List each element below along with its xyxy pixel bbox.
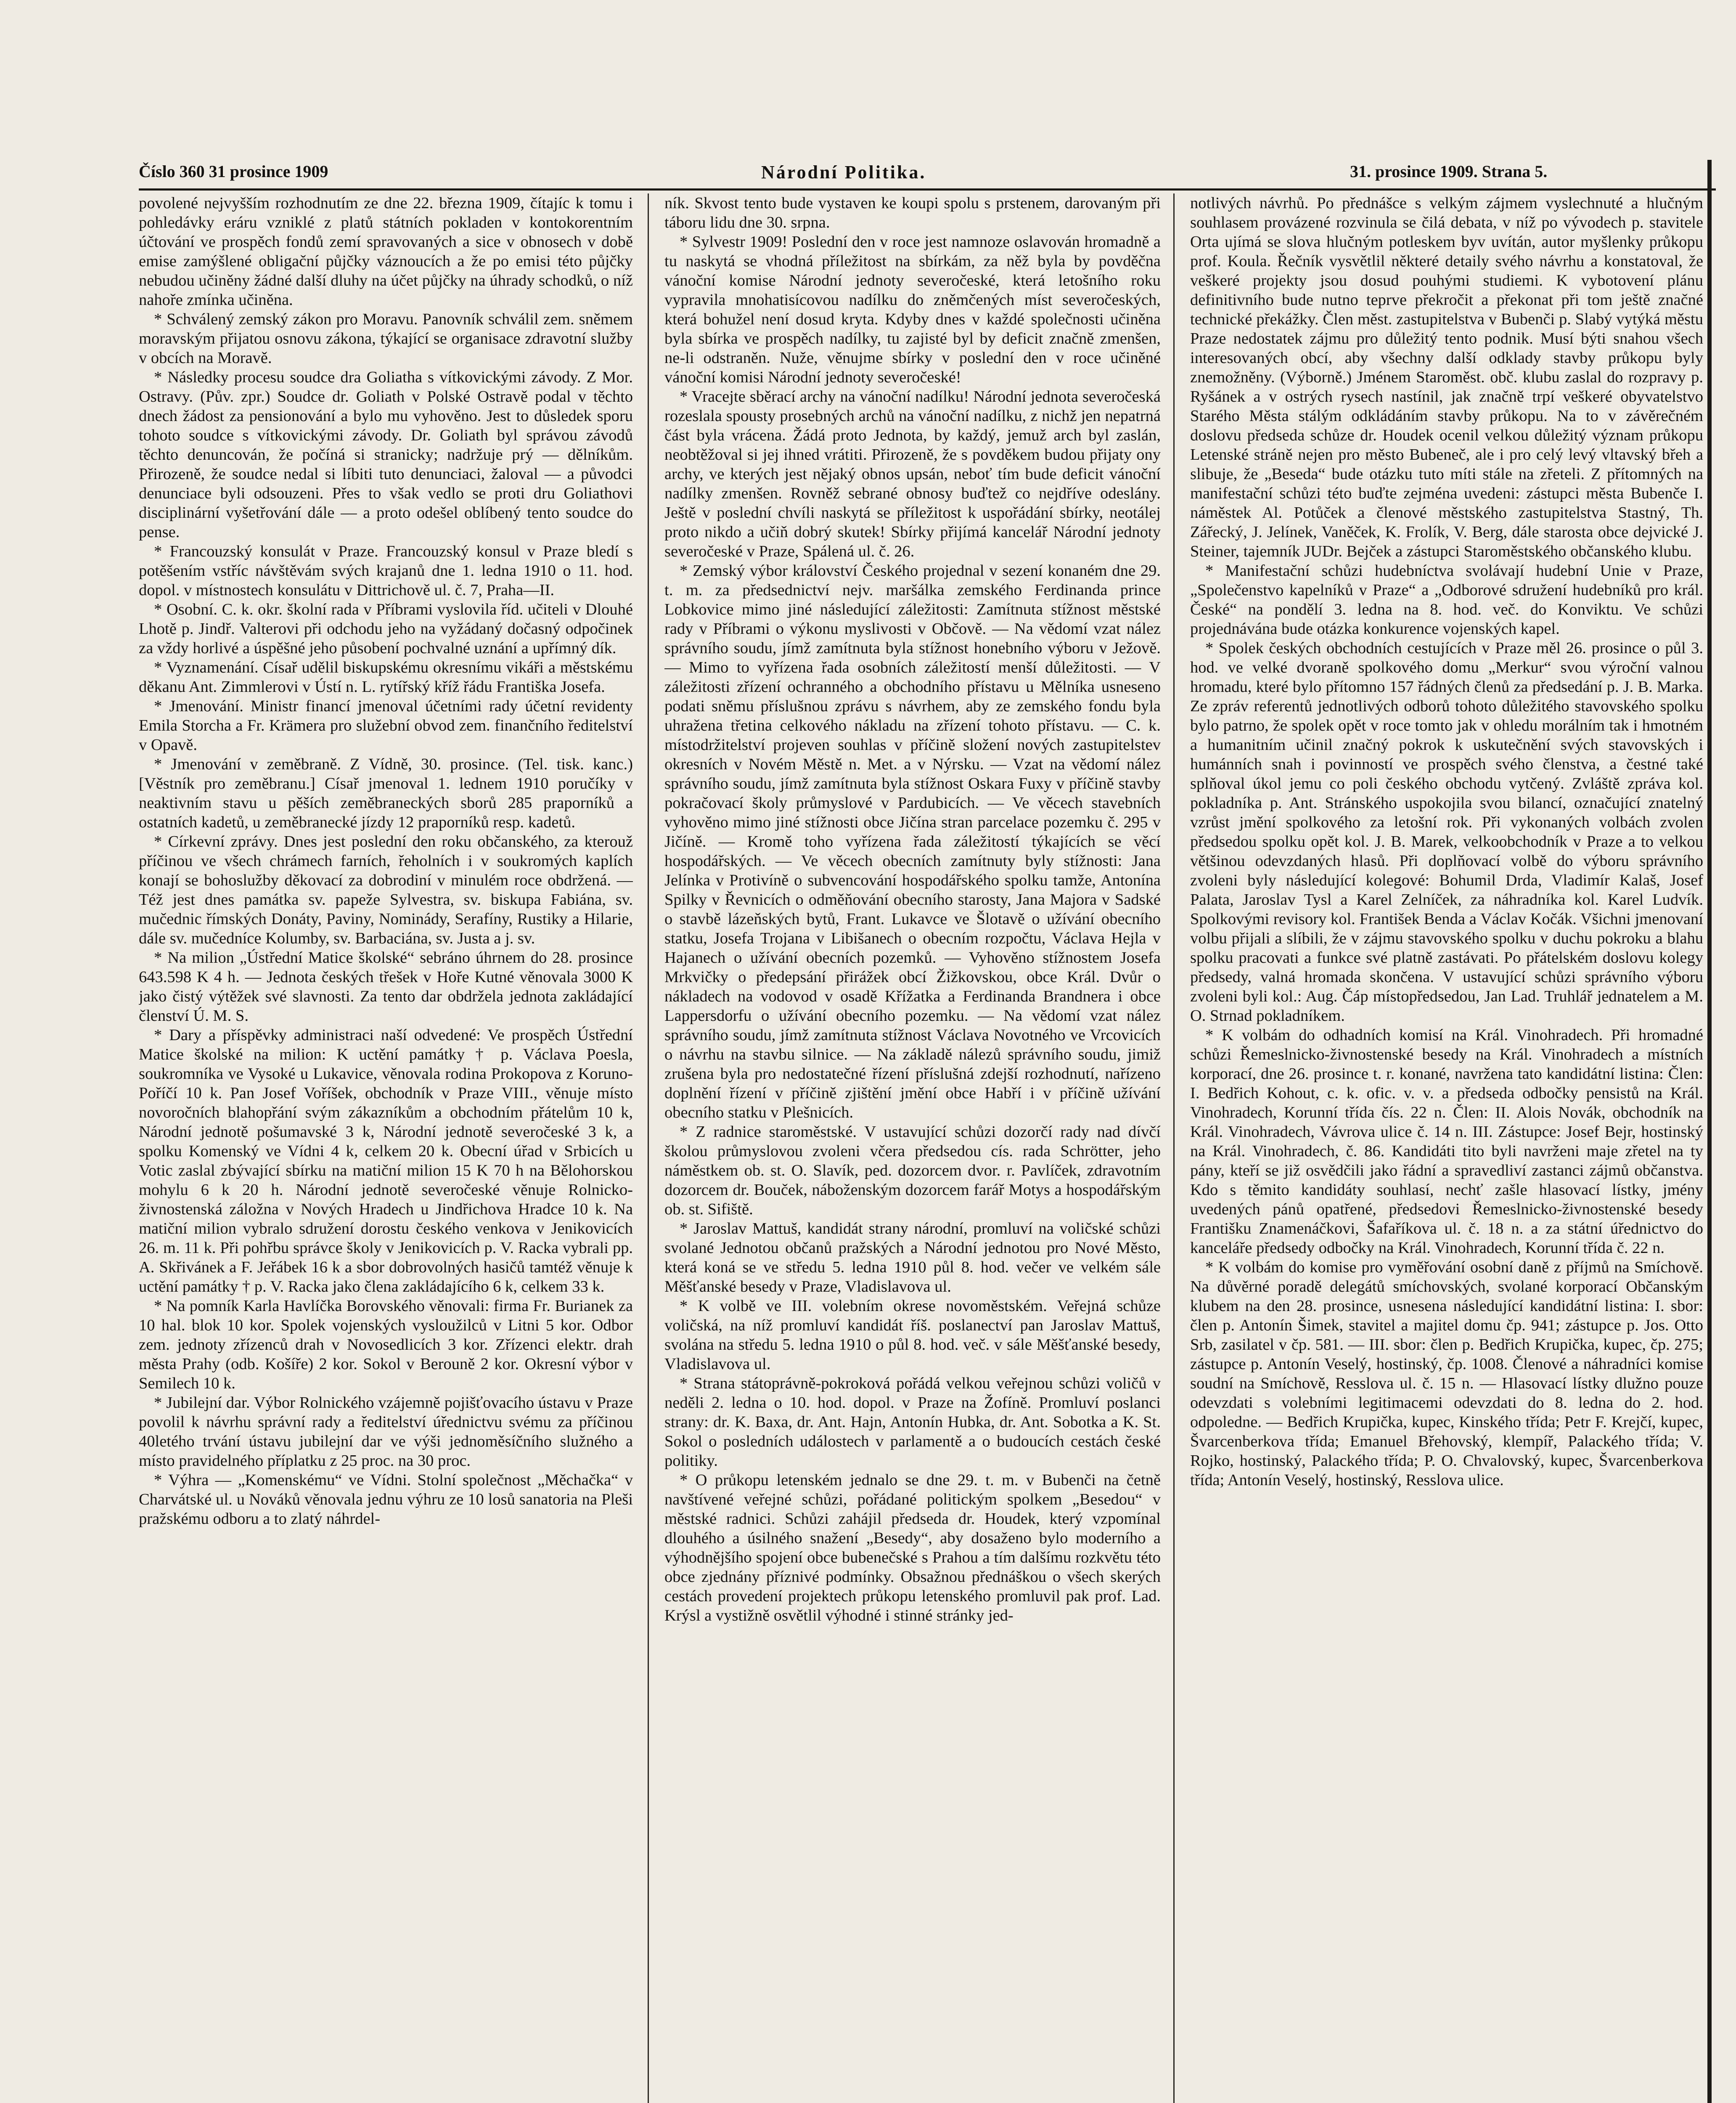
header-issue-date: Číslo 360 31 prosince 1909 (139, 162, 328, 181)
article-paragraph: * Strana státoprávně-pokroková pořádá velkou veřejnou schůzi voličů v neděli 2. ledna o 10. hod. dopol. v Praze na Žofíně. Promluví poslanci strany: dr. K. Baxa, dr. Ant. Hajn, Antonín Hubka, dr. Ant. Sobotka a K. St. Sokol o posledních událostech v parlamentě a o budoucích cestách české politiky. (664, 1375, 1161, 1470)
article-paragraph: * K volbám do komise pro vyměřování osobní daně z příjmů na Smíchově. Na důvěrné poradě delegátů smíchovských, svolané korporací Občanským klubem na den 28. prosince, usnesena následující kandidátní listina: I. sbor: člen p. Antonín Šimek, stavitel a majitel domu čp. 941; zástupce p. Jos. Otto Srb, zasilatel v čp. 581. — III. sbor: člen p. Bedřich Krupička, kupec, čp. 275; zástupce p. Antonín Veselý, hostinský, čp. 1008. Členové a náhradníci komise soudní na Smíchově, Resslova ul. č. 15 n. — Hlasovací lístky dlužno pouze odevzdati s volebními legitimacemi odevzdati do 8. ledna do 2. hod. odpoledne. — Bedřich Krupička, kupec, Kinského třída; Petr F. Krejčí, kupec, Švarcenberkova třída; Emanuel Břehovský, klempíř, Palackého třída; V. Rojko, hostinský, Palackého třída; P. O. Chvalovský, kupec, Švarcenberkova třída; Antonín Veselý, hostinský, Resslova ulice. (1190, 1258, 1703, 1489)
article-paragraph: * O průkopu letenském jednalo se dne 29. t. m. v Bubenči na četně navštívené veřejné schůzi, pořádané politickým spolkem „Besedou“ v městské radnici. Schůzi zahájil předseda dr. Houdek, který vzpomínal dlouhého a úsilného snažení „Besedy“, aby dosaženo bylo moderního a výhodnějšího spojení obce bubenečské s Prahou a tím dalšímu rozkvětu této obce zjednány příznivé podmínky. Obsažnou přednáškou o všech skerých cestách provedení projektech průkopu letenského promluvil pak prof. Lad. Krýsl a vystižně osvětlil výhodné i stinné stránky jed- (664, 1471, 1161, 1624)
article-paragraph: * Z radnice staroměstské. V ustavující schůzi dozorčí rady nad dívčí školou průmyslovou zvoleni včera předsedou cís. rada Schrötter, jeho náměstkem ob. st. O. Slavík, ped. dozorcem dvor. r. Pavlíček, zdravotním dozorcem dr. Bouček, náboženským dozorcem farář Motys a hospodářským ob. st. Sifiště. (664, 1123, 1161, 1218)
article-paragraph: * Církevní zprávy. Dnes jest poslední den roku občanského, za kterouž příčinou ve všech chrámech farních, řeholních i v soukromých kaplích konají se bohoslužby děkovací za dobrodiní v minulém roce obdržená. — Též jest dnes památka sv. papeže Sylvestra, sv. biskupa Fabiána, sv. mučednic římských Donáty, Paviny, Nominády, Serafíny, Rustiky a Hilarie, dále sv. mučedníce Kolumby, sv. Barbaciána, sv. Justa a j. sv. (139, 833, 633, 947)
article-paragraph: * K volbám do odhadních komisí na Král. Vinohradech. Při hromadné schůzi Řemeslnicko-živnostenské besedy na Král. Vinohradech a místních korporací, dne 26. prosince t. r. konané, navržena tato kandidátní listina: Člen: I. Bedřich Kohout, c. k. ofic. v. v. a předseda odbočky pensistů na Král. Vinohradech, Korunní třída čís. 22 n. Člen: II. Alois Novák, obchodník na Král. Vinohradech, Vávrova ulice č. 14 n. III. Zástupce: Josef Bejr, hostinský na Král. Vinohradech, č. 86. Kandidáti tito byli navrženi maje zřetel na ty pány, kteří se již osvědčili jako řádní a spravedliví zastanci zájmů občanstva. Kdo s těmito kandidáty souhlasí, nechť zašle hlasovací lístky, jmény uvedených pánů opatřené, předsedovi Řemeslnicko-živnostenské besedy Františku Znamenáčkovi, Šafaříkova ul. č. 18 n. a za státní úřednictvo do kanceláře předsedy odbočky na Král. Vinohradech, Korunní třída č. 22 n. (1190, 1026, 1703, 1257)
column-3 (1190, 193, 1703, 2103)
article-paragraph: * Jmenování. Ministr financí jmenoval účetními rady účetní revidenty Emila Storcha a Fr. Krämera pro služební obvod zem. finančního ředitelství v Opavě. (139, 697, 633, 754)
column-divider-1 (648, 193, 649, 2103)
article-paragraph: * Zemský výbor království Českého projednal v sezení konaném dne 29. t. m. za předsednictví nejv. maršálka zemského Ferdinanda prince Lobkovice mimo jiné následující záležitosti: Zamítnuta stížnost městské rady v Příbrami o výkonu myslivosti v Občově. — Na vědomí vzat nález správního soudu, jímž zamítnuta byla stížnost honebního výboru v Ježově. — Mimo to vyřízena řada osobních záležitostí menší důležitosti. — V záležitosti zřízení ochranného a obchodního přístavu u Mělníka usneseno podati sněmu příslušnou zprávu s návrhem, aby ze zemského fondu byla uhražena třetina celkového nákladu na zřízení tohoto přístavu. — C. k. místodržitelství projeven souhlas v příčině složení nových zastupitelstev okresních v Novém Městě n. Met. a v Nýrsku. — Vzat na vědomí nález správního soudu, jímž zamítnuta byla stížnost Oskara Fuxy v příčině stavby pokračovací školy průmyslové v Pardubicích. — Ve věcech stavebních vyhověno mimo jiné stížnosti obce Jičína stran parcelace pozemku č. 295 v Jičíně. — Kromě toho vyřízena řada záležitostí týkajících se věcí hospodářských. — Ve věcech obecních zamítnuty byly stížnosti: Jana Jelínka v Protivíně o subvencování hospodářského spolku tamže, Antonína Spilky v Řevnicích o odměňování obecního starosty, Jana Majora v Sadské o stavbě lázeňských bytů, Frant. Lukavce ve Šlotavě o užívání obecního statku, Josefa Trojana v Libišanech o obecním rozpočtu, Václava Hejla v Hajanech o užívání obecních pozemků. — Vyhověno stížnostem Josefa Mrkvičky o předepsání přirážek obcí Žižkovskou, obce Král. Dvůr o nákladech na vodovod v osadě Křížatka a Ferdinanda Brandnera i obce Lappersdorfu o užívání obecního pozemku. — Na vědomí vzat nález správního soudu, jímž zamítnuta stížnost Václava Novotného ve Vrcovicích o návrhu na stavbu silnice. — Na základě nálezů správního soudu, jimiž zrušena byla pro nedostatečné řízení příslušná zdejší rozhodnutí, nařízeno doplnění řízení v příčině zjištění jmění obce Habří i v příčině užívání obecního statku v Plešnicích. (664, 562, 1161, 1121)
header-page-number: 31. prosince 1909. Strana 5. (1350, 162, 1548, 181)
article-paragraph: * Manifestační schůzi hudebníctva svolávají hudební Unie v Praze, „Společenstvo kapelníků v Praze“ a „Odborové sdružení hudebníků pro král. České“ na pondělí 3. ledna na 8. hod. več. do Konviktu. Ve schůzi projednávána bude otázka konkurence vojenských kapel. (1190, 562, 1703, 638)
article-paragraph: notlivých návrhů. Po přednášce s velkým zájmem vyslechnuté a hlučným souhlasem provázené rozvinula se čilá debata, v níž po vývodech p. stavitele Orta ujímá se slova hlučným potleskem byv uvítán, autor myšlenky průkopu prof. Koula. Řečník vysvětlil některé detaily svého návrhu a konstatoval, že veškeré projekty jsou dosud pouhými studiemi. K vybotovení plánu definitivního bude nutno teprve překročit a překonat při tom ještě značné technické překážky. Člen měst. zastupitelstva v Bubenči p. Slabý vytýká městu Praze nedostatek zájmu pro důležitý tento podnik. Musí býti snahou všech interesovaných obcí, aby všechny další odklady stavby průkopu byly znemožněny. (Výborně.) Jménem Staroměst. obč. klubu zaslal do rozpravy p. Ryšánek a v ostrých rysech nastínil, jak značně trpí veškeré obyvatelstvo Starého Města stálým odkládáním stavby průkopu. Na to v závěrečném doslovu předseda schůze dr. Houdek ocenil velkou důležitý význam průkopu Letenské stráně nejen pro město Bubeneč, ale i pro celý levý vltavský břeh a slibuje, že „Beseda“ bude otázku tuto míti stále na zřeteli. Z přítomných na manifestační schůzi této buďte zejména uvedeni: zástupci města Bubenče I. náměstek Al. Potůček a členové městského zastupitelstva Stastný, Th. Zářecký, J. Jelínek, Vaněček, K. Frolík, V. Berg, dále starosta obce dejvické J. Steiner, tajemník JUDr. Bejček a zástupci Staroměstského občanského klubu. (1190, 194, 1703, 560)
article-paragraph: * Na pomník Karla Havlíčka Borovského věnovali: firma Fr. Burianek za 10 hal. blok 10 kor. Spolek vojenských vysloužilců v Litni 5 kor. Odbor zem. jednoty zřízenců drah v Novosedlicích 3 kor. Zřízenci elektr. drah města Prahy (odb. Košíře) 2 kor. Sokol v Berouně 2 kor. Okresní výbor v Semilech 10 k. (139, 1297, 633, 1392)
article-paragraph: * K volbě ve III. volebním okrese novoměstském. Veřejná schůze voličská, na níž promluví kandidát říš. poslanectví pan Jaroslav Mattuš, svolána na středu 5. ledna 1910 o půl 8. hod. več. v sále Měšťanské besedy, Vladislavova ul. (664, 1297, 1161, 1373)
article-paragraph: * Následky procesu soudce dra Goliatha s vítkovickými závody. Z Mor. Ostravy. (Pův. zpr.) Soudce dr. Goliath v Polské Ostravě podal v těchto dnech žádost za pensionování a bylo mu vyhověno. Jest to důsledek sporu tohoto soudce s vítkovickými závody. Dr. Goliath byl správou závodů těchto denuncován, že počíná si stranicky; nadržuje prý — dělníkům. Přirozeně, že soudce nedal si líbiti tuto denunciaci, žaloval — a původci denunciace byli odsouzeni. Přes to však vedlo se proti dru Goliathovi disciplinární vyšetřování dále — a proto odešel oblíbený tento soudce do pense. (139, 368, 633, 541)
article-paragraph: * Francouzský konsulát v Praze. Francouzský konsul v Praze bledí s potěšením vstříc návštěvám svých krajanů dne 1. ledna 1910 o 11. hod. dopol. v místnostech konsulátu v Dittrichově ul. č. 7, Praha—II. (139, 543, 633, 599)
article-paragraph: * Na milion „Ústřední Matice školské“ sebráno úhrnem do 28. prosince 643.598 K 4 h. — Jednota českých třešek v Hoře Kutné věnovala 3000 K jako čistý výtěžek své slavnosti. Za tento dar obdržela jednota zakládající členství Ú. M. S. (139, 949, 633, 1025)
article-paragraph: * Spolek českých obchodních cestujících v Praze měl 26. prosince o půl 3. hod. ve velké dvoraně spolkového domu „Merkur“ svou výroční valnou hromadu, které bylo přítomno 157 řádných členů za předsedání p. J. B. Marka. Ze zpráv referentů jednotlivých odborů tohoto důležitého stavovského spolku bylo patrno, že spolek opět v roce tomto jak v ohledu morálním tak i hmotném a humanitním učinil značný pokrok k uskutečnění svých stavovských i humánních snah i povinností ve prospěch svého členstva, a čestné také splňoval úkol jemu co poli českého obchodu vytčený. Zvláště zpráva kol. pokladníka p. Ant. Stránského uspokojila svou bilancí, označující znatelný vzrůst jmění spolkového za letošní rok. Při vykonaných volbách zvolen předsedou spolku opět kol. J. B. Marek, velkoobchodník v Praze a to velkou většinou odevzdaných hlasů. Při doplňovací volbě do výboru správního zvoleni byly následující kolegové: Bohumil Drda, Vladimír Kalaš, Josef Palata, Jaroslav Tysl a Karel Zelníček, za náhradníka kol. Karel Ludvík. Spolkovými revisory kol. František Benda a Václav Kočák. Všichni jmenovaní volbu přijali a slíbili, že v zájmu stavovského spolku v duchu pokroku a blahu spolku pracovati a funkce své platně zastávati. Po přátelském doslovu kolegy předsedy, valná hromada skončena. V ustavující schůzi správního výboru zvoleni byli kol.: Aug. Čáp místopředsedou, Jan Lad. Truhlář jednatelem a M. O. Strnad pokladníkem. (1190, 639, 1703, 1025)
article-paragraph: * Vyznamenání. Císař udělil biskupskému okresnímu vikáři a městskému děkanu Ant. Zimmlerovi v Ústí n. L. rytířský kříž řádu Františka Josefa. (139, 659, 633, 696)
article-paragraph: * Jaroslav Mattuš, kandidát strany národní, promluví na voličské schůzi svolané Jednotou občanů pražských a Národní jednotou pro Nové Město, která koná se ve středu 5. ledna 1910 půl 8. hod. večer ve velkém sále Měšťanské besedy v Praze, Vladislavova ul. (664, 1220, 1161, 1295)
column-2 (664, 193, 1161, 2103)
article-paragraph: * Jmenování v zeměbraně. Z Vídně, 30. prosince. (Tel. tisk. kanc.) [Věstník pro zeměbranu.] Císař jmenoval 1. lednem 1910 poručíky v neaktivním stavu u pěších zeměbraneckých sborů 285 praporníků a ostatních kadetů, u zeměbranecké jízdy 12 praporníků resp. kadetů. (139, 755, 633, 831)
page-header (139, 159, 1695, 188)
article-paragraph: povolené nejvyšším rozhodnutím ze dne 22. března 1909, čítajíc k tomu i pohledávky eráru vzniklé z platů státních pokladen v kontokorentním účtování ve prospěch fondů zemí spravovaných a sice v obnosech v době emise zamýšlené obligační půjčky váznoucích a že po emisi této půjčky nebudou učiněny žádné další dluhy na účet půjčky na úhrady schodků, o níž nahoře zmínka učiněna. (139, 194, 633, 309)
article-paragraph: * Schválený zemský zákon pro Moravu. Panovník schválil zem. sněmem moravským přijatou osnovu zákona, týkající se organisace zdravotní služby v obcích na Moravě. (139, 310, 633, 367)
article-paragraph: * Vracejte sběrací archy na vánoční nadílku! Národní jednota severočeská rozeslala spousty prosebných archů na vánoční nadílku, z nichž jen nepatrná část byla vrácena. Žádá proto Jednota, by každý, jemuž arch byl zaslán, neobtěžoval si jej ihned vrátiti. Přirozeně, že s povděkem budou přijaty ony archy, ve kterých jest nějaký obnos upsán, neboť tím bude deficit vánoční nadílky zmenšen. Rovněž sebrané obnosy buďtež co nejdříve odeslány. Ještě v poslední chvíli naskytá se příležitost k uspořádání sbírky, neotálej proto nikdo a učiň dobrý skutek! Sbírky přijímá kancelář Národní jednoty severočeské v Praze, Spálená ul. č. 26. (664, 388, 1161, 560)
article-paragraph: * Sylvestr 1909! Poslední den v roce jest namnoze oslavován hromadně a tu naskytá se vhodná příležitost na sbírkám, za něž byla by povděčna vánoční komise Národní jednoty severočeské, která letošního roku vypravila mnohatisícovou nadílku do zněmčených míst severočeských, která bohužel není dosud kryta. Kdyby dnes v každé společnosti učiněna byla sbírka ve prospěch nadílky, tu zajisté byl by deficit značně zmenšen, ne-li odstraněn. Nuže, věnujme sbírky v poslední den v roce učiněné vánoční komisi Národní jednoty severočeské! (664, 233, 1161, 386)
page-edge-shadow (1707, 160, 1712, 2103)
article-paragraph: ník. Skvost tento bude vystaven ke koupi spolu s prstenem, darovaným při táboru lidu dne 30. srpna. (664, 194, 1161, 231)
column-divider-2 (1173, 193, 1175, 2103)
article-paragraph: * Jubilejní dar. Výbor Rolnického vzájemně pojišťovacího ústavu v Praze povolil k návrhu správní rady a ředitelství úřednictvu svému za příčinou 40letého trvání ústavu jubilejní dar ve výši jednoměsíčního služného a místo pravidelného příplatku z 25 proc. na 30 proc. (139, 1394, 633, 1470)
article-paragraph: * Výhra — „Komenskému“ ve Vídni. Stolní společnost „Měchačka“ v Charvátské ul. u Nováků věnovala jednu výhru ze 10 losů sanatoria na Pleši pražskému odboru a to zlatý náhrdel- (139, 1471, 633, 1528)
header-rule (139, 188, 1716, 191)
article-paragraph: * Dary a příspěvky administraci naší odvedené: Ve prospěch Ústřední Matice školské na milion: K uctění památky † p. Václava Poesla, soukromníka ve Vysoké u Lukavice, věnovala rodina Prokopova z Koruno-Poříčí 10 k. Pan Josef Voříšek, obchodník v Praze VIII., věnuje místo novoročních blahopřání svým zákazníkům a obchodním přátelům 10 k, Národní jednotě pošumavské 3 k, Národní jednotě severočeské 3 k, a spolku Komenský ve Vídni 4 k, celkem 20 k. Obecní úřad v Srbicích u Votic zaslal zbývající sbírku na matiční milion 15 K 70 h na Bělohorskou mohylu 6 k 20 h. Národní jednotě severočeské věnuje Rolnicko-živnostenská záložna v Nových Hradech u Jindřichova Hradce 10 k. Na matiční milion vybralo sdružení dorostu českého venkova v Jenikovicích 26. m. 11 k. Při pohřbu správce školy v Jenikovicích p. V. Racka vybrali pp. A. Skřivánek a F. Jeřábek 16 k a sbor dobrovolných hasičů tamtéž věnuje k uctění památky † p. V. Racka jako člena zakládajícího 6 k, celkem 33 k. (139, 1026, 633, 1295)
column-1 (139, 193, 633, 2103)
article-paragraph: * Osobní. C. k. okr. školní rada v Příbrami vyslovila říd. učiteli v Dlouhé Lhotě p. Jindř. Valterovi při odchodu jeho na vyžádaný dočasný odpočinek za vždy horlivé a úspěšné jeho působení pochvalné uznání a upřímný dík. (139, 601, 633, 657)
header-masthead: Národní Politika. (761, 162, 926, 183)
